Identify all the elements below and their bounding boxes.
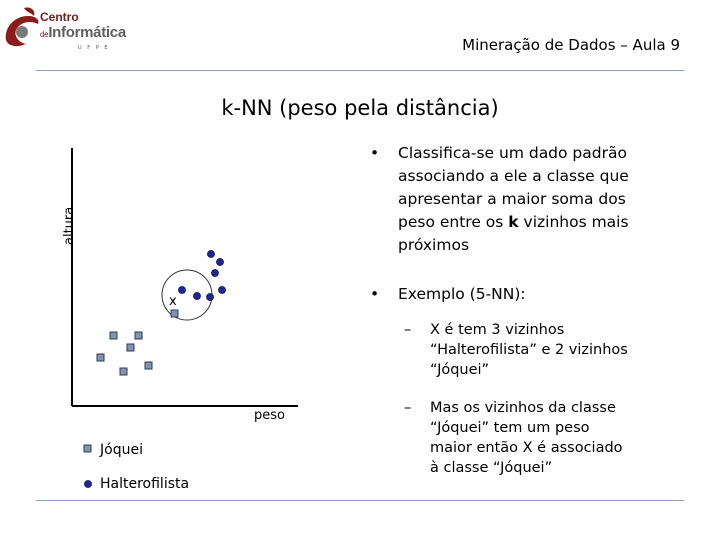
halterofilista-point xyxy=(194,293,201,300)
x-axis-label: peso xyxy=(254,408,285,423)
halterofilista-point xyxy=(179,287,186,294)
logo-line-3: U F P E xyxy=(78,45,110,51)
halterofilista-point xyxy=(208,251,215,258)
joquei-point xyxy=(171,310,178,317)
bullet-item-2 xyxy=(370,283,655,306)
bullet-text: Classifica-se um dado padrão associando a ele a classe que apresentar a maior soma dos peso entre os xyxy=(398,144,629,231)
sub-bullet-1 xyxy=(370,320,655,380)
logo-line-2-prefix: de xyxy=(40,30,49,39)
halterofilista-point xyxy=(212,270,219,277)
legend-label: Halterofilista xyxy=(100,476,190,492)
logo-line-1: Centro xyxy=(40,10,79,24)
halterofilista-point xyxy=(219,287,226,294)
query-point-label: x xyxy=(169,294,177,309)
header-title: Mineração de Dados – Aula 9 xyxy=(462,36,680,54)
joquei-point xyxy=(120,368,127,375)
y-axis-label: altura xyxy=(62,206,77,245)
halterofilista-point xyxy=(217,259,224,266)
bullet-item-1 xyxy=(370,142,655,257)
joquei-point xyxy=(97,354,104,361)
joquei-point xyxy=(145,362,152,369)
bullet-list xyxy=(370,142,655,478)
sub-bullet-2 xyxy=(370,398,630,478)
legend-item-joquei xyxy=(100,442,143,458)
bullet-text-tail: vizinhos mais próximos xyxy=(398,213,629,254)
logo-line-2-main: Informática xyxy=(48,24,126,41)
dash-icon: – xyxy=(404,322,412,338)
joquei-point xyxy=(135,332,142,339)
legend-item-halterofilista xyxy=(100,476,189,492)
joquei-point xyxy=(110,332,117,339)
joquei-point xyxy=(127,344,134,351)
sub-bullet-text: X é tem 3 vizinhos “Halterofilista” e 2 vizinhos “Jóquei” xyxy=(430,322,628,378)
bullet-text: Exemplo (5-NN): xyxy=(398,285,526,303)
dash-icon: – xyxy=(404,400,412,416)
legend-label: Jóquei xyxy=(100,442,143,458)
sub-bullet-text: Mas os vizinhos da classe “Jóquei” tem um peso maior então X é associado à classe “Jóquei” xyxy=(430,400,623,476)
footer-divider xyxy=(36,500,684,501)
halterofilista-point xyxy=(207,294,214,301)
legend-square-icon xyxy=(84,445,91,452)
legend-circle-icon xyxy=(85,481,92,488)
bullet-icon: • xyxy=(370,285,380,303)
bullet-bold-k: k xyxy=(508,213,519,231)
slide-title: k-NN (peso pela distância) xyxy=(221,96,499,120)
bullet-icon: • xyxy=(370,144,380,162)
